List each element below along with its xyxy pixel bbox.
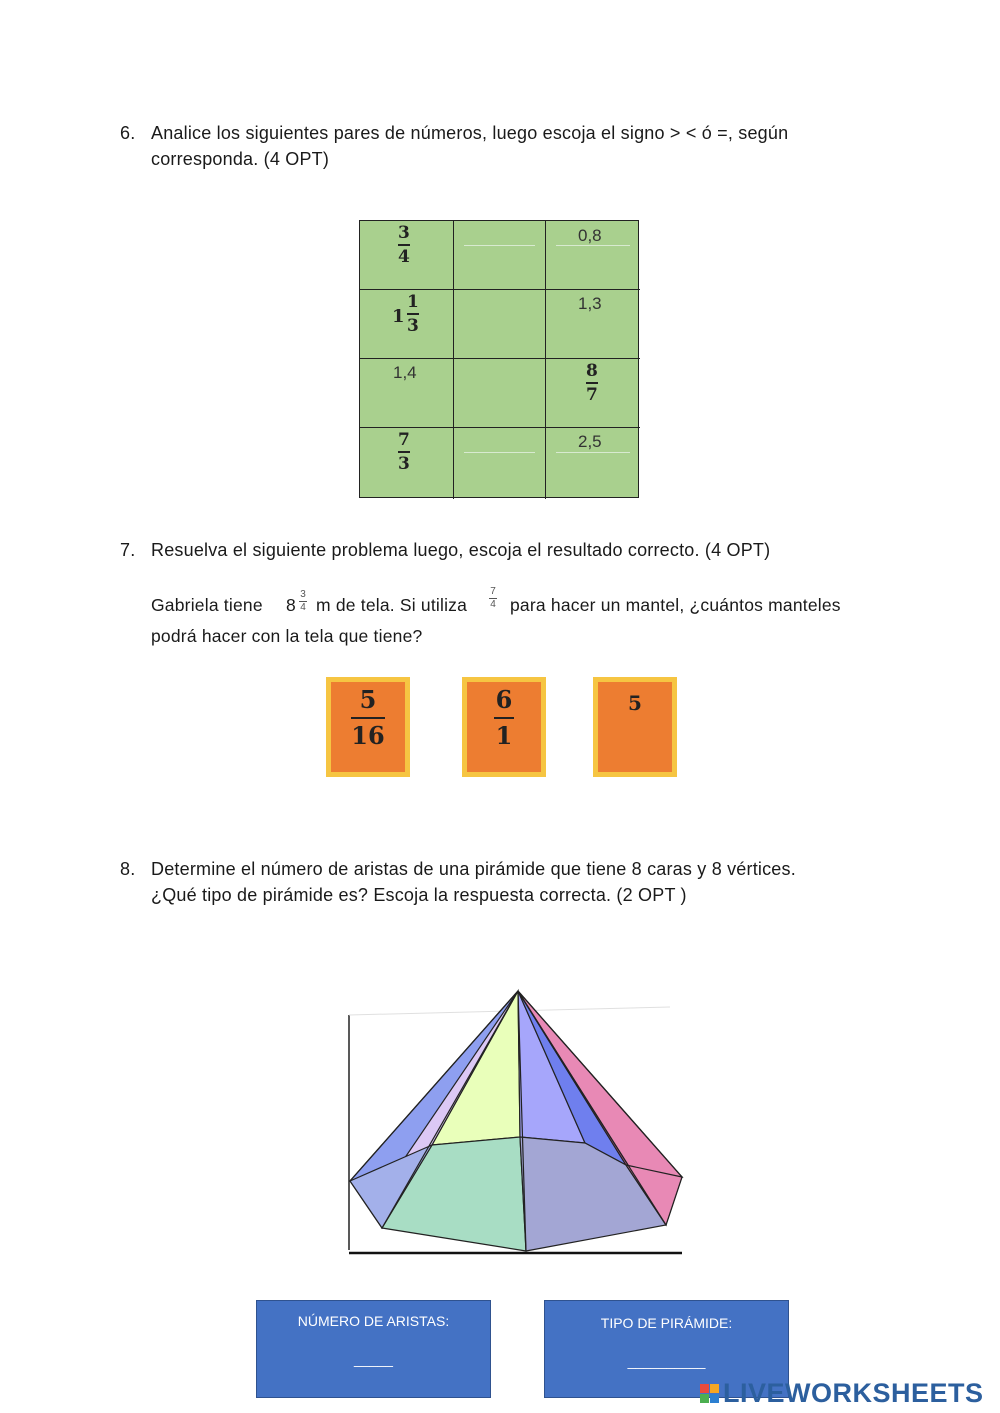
row3-right-cell <box>546 359 640 428</box>
row4-left-cell <box>360 428 454 499</box>
row3-right-den: 7 <box>586 384 598 405</box>
row1-left-fraction <box>398 224 410 266</box>
option2-num: 6 <box>495 685 513 714</box>
comparison-table <box>359 220 639 498</box>
edges-answer-label: NÚMERO DE ARISTAS: <box>297 1313 450 1329</box>
row2-left-cell <box>360 290 454 359</box>
row3-left-cell <box>360 359 454 428</box>
row2-left-fraction <box>407 293 419 335</box>
heptagonal-pyramid-illustration <box>340 985 690 1260</box>
q6-number: 6. <box>120 123 136 143</box>
option2-fraction <box>488 687 520 749</box>
q7-problem-fraction2 <box>489 587 497 610</box>
row1-right-value: 0,8 <box>578 226 602 245</box>
option1-den: 16 <box>351 721 385 750</box>
row1-right-cell <box>546 221 640 290</box>
pyramid-type-blank[interactable]: __________ <box>627 1353 706 1369</box>
edges-answer-blank[interactable]: _____ <box>354 1351 393 1367</box>
q6-line1: Analice los siguientes pares de números, luego escoja el signo > < ó =, según <box>151 123 789 143</box>
option-5-16[interactable] <box>326 677 410 777</box>
option2-den: 1 <box>495 721 513 750</box>
q7-problem-line2: podrá hacer con la tela que tiene? <box>151 626 423 646</box>
row3-sign-drop[interactable] <box>454 359 546 428</box>
q7-problem-whole: 8 <box>286 595 296 615</box>
row4-left-den: 3 <box>398 453 410 474</box>
liveworksheets-logo-icon <box>700 1384 719 1403</box>
liveworksheets-logo <box>700 1378 984 1409</box>
row2-sign-drop[interactable] <box>454 290 546 359</box>
option-5[interactable] <box>593 677 677 777</box>
q7-title: Resuelva el siguiente problema luego, escoja el resultado correcto. (4 OPT) <box>151 540 771 560</box>
row3-right-fraction <box>586 362 598 404</box>
q6-text <box>151 120 931 172</box>
q7-problem-part-b: m de tela. Si utiliza <box>316 595 468 615</box>
row4-left-num: 7 <box>398 430 410 450</box>
row2-left-whole: 1 <box>392 306 405 327</box>
q7-frac2-num: 7 <box>490 586 496 597</box>
q8-number: 8. <box>120 859 136 879</box>
row1-left-cell <box>360 221 454 290</box>
q7-problem-fraction1 <box>299 590 307 613</box>
q7-frac2-den: 4 <box>490 599 496 610</box>
option-6-1[interactable] <box>462 677 546 777</box>
option1-fraction <box>344 687 392 749</box>
row4-right-cell <box>546 428 640 499</box>
liveworksheets-logo-text: LIVEWORKSHEETS <box>723 1378 984 1408</box>
row4-right-value: 2,5 <box>578 432 602 451</box>
row2-right-cell <box>546 290 640 359</box>
row1-sign-drop[interactable] <box>454 221 546 290</box>
q7-number: 7. <box>120 540 136 560</box>
row3-left-value: 1,4 <box>393 363 417 382</box>
q8-line2: ¿Qué tipo de pirámide es? Escoja la respuesta correcta. (2 OPT ) <box>151 885 687 905</box>
q6-line2: corresponda. (4 OPT) <box>151 149 330 169</box>
row4-left-fraction <box>398 431 410 473</box>
option3-value: 5 <box>628 691 642 715</box>
q8-line1: Determine el número de aristas de una pirámide que tiene 8 caras y 8 vértices. <box>151 859 796 879</box>
pyramid-type-label: TIPO DE PIRÁMIDE: <box>600 1315 733 1331</box>
row2-left-num: 1 <box>407 292 419 312</box>
q7-problem-part-c: para hacer un mantel, ¿cuántos manteles <box>510 595 841 615</box>
q7-frac1-den: 4 <box>300 602 306 613</box>
option1-num: 5 <box>359 685 377 714</box>
row2-left-den: 3 <box>407 315 419 336</box>
q8-text <box>151 856 951 908</box>
q7-frac1-num: 3 <box>300 589 306 600</box>
q7-problem-part-a: Gabriela tiene <box>151 595 263 615</box>
edges-answer-box[interactable] <box>256 1300 491 1398</box>
row1-left-num: 3 <box>398 223 410 243</box>
row3-right-num: 8 <box>586 361 598 381</box>
row2-right-value: 1,3 <box>578 294 602 313</box>
row1-left-den: 4 <box>398 246 410 267</box>
row4-sign-drop[interactable] <box>454 428 546 499</box>
